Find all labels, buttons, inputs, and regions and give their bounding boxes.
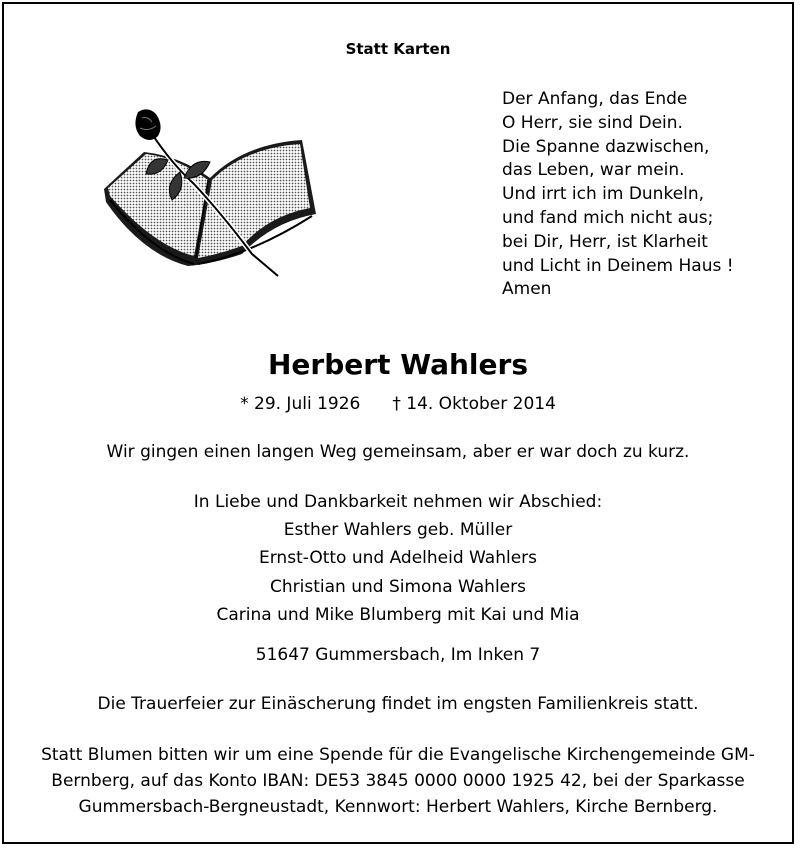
obituary-card bbox=[2, 2, 794, 844]
birth-date: * 29. Juli 1926 bbox=[240, 394, 361, 414]
header-title: Statt Karten bbox=[345, 40, 451, 58]
farewell-quote: Wir gingen einen langen Weg gemeinsam, aber er war doch zu kurz. bbox=[106, 442, 690, 462]
death-date: † 14. Oktober 2014 bbox=[392, 394, 556, 414]
poem bbox=[502, 88, 734, 302]
poem-line: Amen bbox=[502, 279, 552, 300]
donation-note bbox=[28, 742, 768, 820]
poem-line: das Leben, war mein. bbox=[502, 160, 685, 181]
funeral-note: Die Trauerfeier zur Einäscherung findet im engsten Familienkreis statt. bbox=[97, 694, 699, 714]
poem-line: bei Dir, Herr, ist Klarheit bbox=[502, 231, 708, 252]
open-book-with-rose-icon bbox=[102, 104, 322, 284]
mourner-name: Esther Wahlers geb. Müller bbox=[283, 520, 513, 541]
life-dates bbox=[4, 394, 792, 414]
donation-line: Statt Blumen bitten wir um eine Spende für die Evangelische Kirchengemeinde GM- bbox=[41, 745, 755, 765]
poem-line: Der Anfang, das Ende bbox=[502, 89, 688, 109]
donation-line: Gummersbach-Bergneustadt, Kennwort: Herbert Wahlers, Kirche Bernberg. bbox=[78, 797, 718, 817]
mourners-intro: In Liebe und Dankbarkeit nehmen wir Abschied: bbox=[193, 492, 603, 512]
mourner-name: Ernst-Otto und Adelheid Wahlers bbox=[259, 548, 537, 569]
mourner-name: Carina und Mike Blumberg mit Kai und Mia bbox=[216, 604, 580, 625]
family-address: 51647 Gummersbach, Im Inken 7 bbox=[255, 645, 541, 665]
donation-line: Bernberg, auf das Konto IBAN: DE53 3845 0000 0000 1925 42, bei der Sparkasse bbox=[51, 771, 745, 791]
mourners-list bbox=[4, 488, 792, 629]
poem-line: O Herr, sie sind Dein. bbox=[502, 112, 683, 133]
poem-line: und fand mich nicht aus; bbox=[502, 207, 714, 228]
poem-line: Die Spanne dazwischen, bbox=[502, 136, 710, 157]
poem-line: und Licht in Deinem Haus ! bbox=[502, 255, 734, 276]
poem-line: Und irrt ich im Dunkeln, bbox=[502, 184, 705, 205]
mourner-name: Christian und Simona Wahlers bbox=[270, 576, 526, 597]
deceased-name: Herbert Wahlers bbox=[268, 348, 528, 381]
